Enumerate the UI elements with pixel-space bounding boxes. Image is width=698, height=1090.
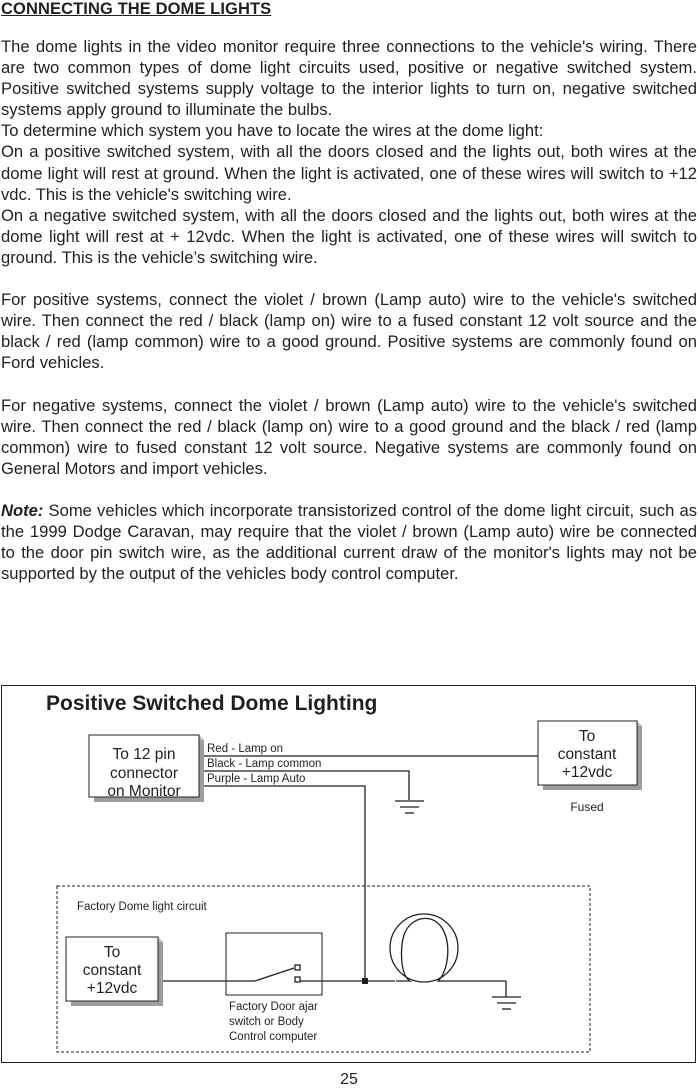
ground-icon [492,997,521,1009]
paragraph: On a negative switched system, with all the doors closed and the lights out, both wires at the dome light will rest at + 12vdc. When the light is activated, one of these wires will switch to ground. This is the vehicle’s switching wire. [1,205,697,267]
diagram-title: Positive Switched Dome Lighting [46,692,378,715]
ground-icon [395,801,424,813]
note-label: Note: [1,501,44,521]
wire-label-black: Black - Lamp common [207,758,322,770]
constant-top-line: constant [557,746,617,763]
paragraph: The dome lights in the video monitor require three connections to the vehicle's wiring. There are two common types of dome light circuits used, positive or negative switched system. Positive switched systems supply voltage to the interior lights to turn on, negative switched systems apply ground to illuminate the bulbs. [1,37,697,120]
paragraph: For negative systems, connect the violet / brown (Lamp auto) wire to the vehicle's switched wire. Then connect the red / black (lamp on) wire to a good ground and the black / red (lamp common) wire to fused constant 12 volt source. Negative systems are commonly found on General Motors and import vehicles. [1,395,697,478]
constant-bottom-line: To [103,944,121,961]
page-title: CONNECTING THE DOME LIGHTS [1,0,272,18]
monitor-box-line: on Monitor [107,783,181,800]
door-switch-box [226,933,322,995]
constant-12vdc-bottom-box [66,937,163,1006]
monitor-box-line: connector [109,765,179,782]
switch-label-line: switch or Body [229,1016,304,1028]
constant-top-line: To [578,728,596,745]
fused-label: Fused [570,800,604,814]
junction-dot [362,978,368,984]
constant-bottom-line: +12vdc [86,980,138,997]
paragraph: For positive systems, connect the violet / brown (Lamp auto) wire to the vehicle's switched wire. Then connect the red / black (lamp on) wire to a fused constant 12 volt source and the black / red (lamp common) wire to a good ground. Positive systems are commonly found on Ford vehicles. [1,290,697,373]
monitor-connector-box [89,735,204,802]
factory-circuit-label: Factory Dome light circuit [77,901,207,913]
note-text: Some vehicles which incorporate transistorized control of the dome light circuit, such as the 1999 Dodge Caravan, may require that the violet / brown (Lamp auto) wire be connected to the door pin switch wire, as the additional current draw of the monitor's lights may not be supported by the output of the vehicles body control computer. [1,501,697,584]
wire-label-red: Red - Lamp on [207,743,284,755]
wire-label-purple: Purple - Lamp Auto [207,773,306,785]
paragraph: On a positive switched system, with all the doors closed and the lights out, both wires at the dome light will rest at ground. When the light is activated, one of these wires will switch to +12 vdc. This is the vehicle's switching wire. [1,142,697,204]
monitor-box-line: To 12 pin [112,746,176,763]
switch-label-line: Control computer [229,1031,318,1043]
constant-bottom-line: constant [82,962,142,979]
switch-label-line: Factory Door ajar [229,1001,318,1013]
dome-lamp-icon [390,914,506,997]
constant-top-line: +12vdc [561,764,613,781]
paragraph: To determine which system you have to locate the wires at the dome light: [1,121,544,141]
constant-12vdc-top-box [538,721,642,790]
page-number: 25 [340,1071,358,1088]
